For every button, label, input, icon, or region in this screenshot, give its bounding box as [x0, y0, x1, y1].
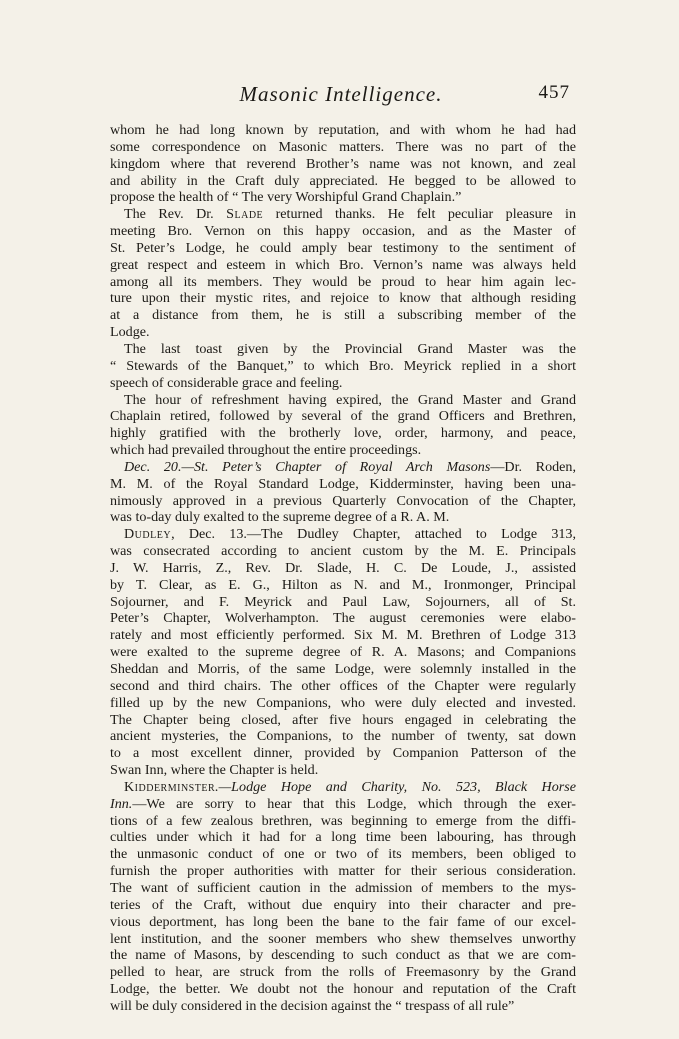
place-name: Dudley [124, 526, 172, 543]
text-line: culties under which it had for a long time been labouring, has through [110, 829, 576, 846]
text-line: “ Stewards of the Banquet,” to which Bro. Meyrick replied in a short [110, 357, 576, 374]
text-line: the unmasonic conduct of one or two of its members, been obliged to [110, 846, 576, 863]
text-line: kingdom where that reverend Brother’s name was not known, and zeal [110, 155, 576, 172]
text-line: will be duly considered in the decision against the “ trespass of all rule” [110, 997, 515, 1014]
text-line: was consecrated according to ancient custom by the M. E. Principals [110, 543, 576, 560]
paragraph-royal-arch-chapter [110, 459, 576, 526]
text-line: The Rev. Dr. Slade returned thanks. He felt peculiar pleasure in [124, 206, 576, 223]
text-line: ancient mysteries, the Companions, to the number of twenty, sat down [110, 728, 576, 745]
text-line: pelled to hear, are struck from the rolls of Freemasonry by the Grand [110, 964, 576, 981]
text-line: speech of considerable grace and feeling. [110, 374, 343, 391]
text-line: St. Peter’s Lodge, he could amply bear testimony to the sentiment of [110, 239, 576, 256]
text-line: was to-day duly exalted to the supreme degree of a R. A. M. [110, 509, 450, 526]
place-name: Kidderminster [124, 778, 216, 795]
text-line: the name of Masons, by descending to such conduct as that we are com- [110, 947, 576, 964]
text-line: The want of sufficient caution in the admission of members to the mys- [110, 879, 576, 896]
text-line: J. W. Harris, Z., Rev. Dr. Slade, H. C. De Loude, J., assisted [110, 559, 576, 576]
text-line: Inn.—We are sorry to hear that this Lodge, which through the exer- [110, 795, 576, 812]
text-line: The last toast given by the Provincial Grand Master was the [124, 340, 576, 357]
section-heading: Dec. 20.—St. Peter’s Chapter of Royal Arch Masons [124, 458, 491, 475]
text-line: and ability in the Craft duly appreciated. He begged to be allowed to [110, 172, 576, 189]
text-line: Dudley, Dec. 13.—The Dudley Chapter, attached to Lodge 313, [124, 526, 576, 543]
paragraph-slade-reply [110, 206, 576, 341]
page-header [112, 82, 570, 110]
text-line: Peter’s Chapter, Wolverhampton. The august ceremonies were elabo- [110, 610, 576, 627]
paragraph-dudley [110, 526, 576, 779]
text-line: The Chapter being closed, after five hours engaged in celebrating the [110, 711, 576, 728]
text-line: vious deportment, has long been the bane to the fair fame of our excel- [110, 913, 576, 930]
paragraph-refreshment [110, 392, 576, 459]
text-line: Chaplain retired, followed by several of the grand Officers and Brethren, [110, 408, 576, 425]
text-line: to a most excellent dinner, provided by Companion Patterson of the [110, 745, 576, 762]
text-line: furnish the proper authorities with matter for their serious consideration. [110, 863, 576, 880]
paragraph-kidderminster [110, 779, 576, 1015]
text-line: tions of a few zealous brethren, was beginning to emerge from the diffi- [110, 812, 576, 829]
text-line: Lodge. [110, 324, 150, 341]
lodge-name: .—Lodge Hope and Charity, No. 523, Black Horse [215, 778, 576, 795]
text-line: great respect and esteem in which Bro. Vernon’s name was always held [110, 256, 576, 273]
text-line: at a distance from them, he is still a subscribing member of the [110, 307, 576, 324]
text-line: second and third chairs. The other offices of the Chapter were regularly [110, 677, 576, 694]
text-line: M. M. of the Royal Standard Lodge, Kidderminster, having been una- [110, 475, 576, 492]
text-line: nimously approved in a previous Quarterly Convocation of the Chapter, [110, 492, 576, 509]
text-line: highly gratified with the brotherly love, order, harmony, and peace, [110, 425, 576, 442]
paragraph-continuation [110, 122, 576, 206]
paragraph-stewards-toast [110, 341, 576, 392]
text-line: ture upon their mystic rites, and rejoice to know that although residing [110, 290, 576, 307]
text-line: propose the health of “ The very Worshipful Grand Chaplain.” [110, 189, 462, 206]
text-line: Swan Inn, where the Chapter is held. [110, 762, 319, 779]
text-line: lent institution, and the sooner members who shew themselves unworthy [110, 930, 576, 947]
text-line: Sheddan and Morris, of the same Lodge, were solemnly installed in the [110, 661, 576, 677]
body-text [110, 122, 576, 1015]
running-head: Masonic Intelligence. [239, 82, 443, 106]
text-line: some correspondence on Masonic matters. There was no part of the [110, 138, 576, 155]
text-line: teries of the Craft, without due enquiry into their character and pre- [110, 896, 576, 913]
speaker-name: Slade [226, 206, 264, 223]
text-line: whom he had long known by reputation, and with whom he had had [110, 122, 576, 138]
text-line: were exalted to the supreme degree of R. A. Masons; and Companions [110, 644, 576, 661]
text-line: among all its members. They would be proud to hear him again lec- [110, 273, 576, 290]
text-line: Sojourner, and F. Meyrick and Paul Law, Sojourners, all of St. [110, 593, 576, 610]
text-line: by T. Clear, as E. G., Hilton as N. and M., Ironmonger, Principal [110, 576, 576, 593]
page-number: 457 [538, 82, 570, 103]
text-line: The hour of refreshment having expired, the Grand Master and Grand [124, 391, 576, 408]
text-line: rately and most efficiently performed. Six M. M. Brethren of Lodge 313 [110, 627, 576, 644]
text-line: which had prevailed throughout the entire proceedings. [110, 442, 422, 459]
text-line [110, 779, 576, 796]
text-line: filled up by the new Companions, who were duly elected and invested. [110, 694, 576, 711]
text-line: Lodge, the better. We doubt not the honour and reputation of the Craft [110, 981, 576, 998]
text-line: meeting Bro. Vernon on this happy occasion, and as the Master of [110, 223, 576, 240]
text-line: Dec. 20.—St. Peter’s Chapter of Royal Arch Masons—Dr. Roden, [124, 458, 576, 475]
